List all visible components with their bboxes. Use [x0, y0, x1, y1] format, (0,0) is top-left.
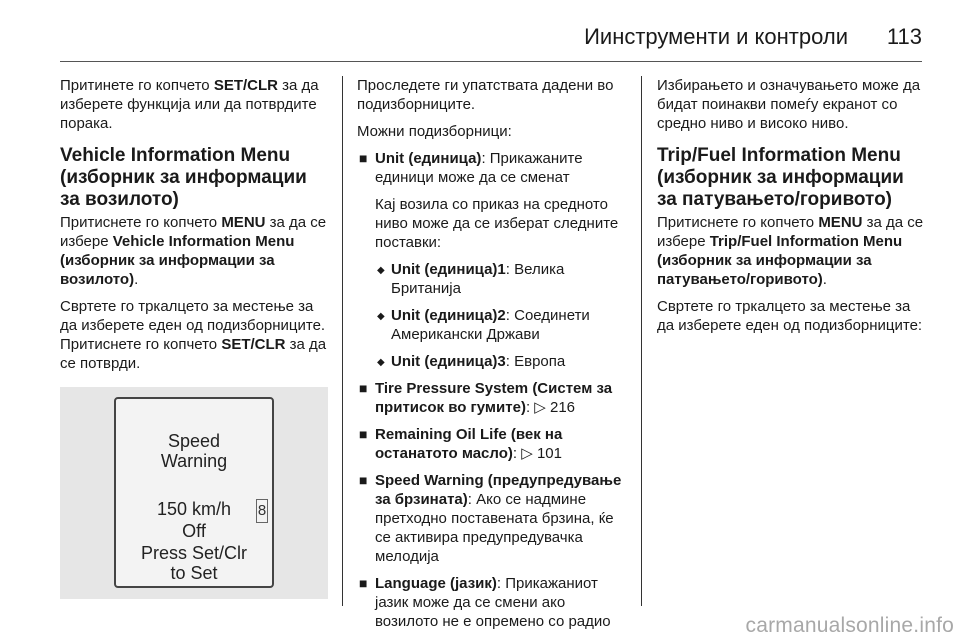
page-number: 113 — [886, 24, 922, 49]
square-bullet-icon: ■ — [359, 150, 368, 166]
column-2 — [357, 76, 629, 639]
trip-fuel-heading: Trip/Fuel Information Menu (изборник за информации за патувањето/горивото) — [657, 145, 904, 210]
diamond-bullet-icon: ◆ — [377, 265, 385, 276]
diamond-bullet-icon: ◆ — [377, 311, 385, 322]
paragraph-selection: Избирањето и означувањето може да бидат поинакви помеѓу екранот со средно ниво и високо ниво. — [657, 77, 921, 132]
page-reference-link[interactable]: 101 — [536, 445, 562, 462]
column-1 — [60, 76, 328, 599]
paragraph-set-clr: Притинете го копчето SET/CLR за да изберете функција или да потврдите порака. — [60, 77, 319, 132]
unit-paragraph: Кај возила со приказ на средното ниво може да се изберат следните поставки: — [375, 196, 619, 251]
paragraph-wheel: Свртете го тркалцето за местење за да изберете еден од подизборниците. Притиснете го копчето SET/CLR за да се потврди. — [60, 298, 327, 372]
display-status: Off — [182, 521, 206, 541]
list-item-language: ■ Language (јазик): Прикажаниот јазик може да се смени ако возилото не е опремено со радио — [359, 575, 611, 630]
watermark: carmanualsonline.info — [745, 614, 954, 637]
speed-warning-figure — [60, 387, 328, 599]
paragraph-intro: Проследете ги упатствата дадени во подизборниците. — [357, 77, 614, 113]
display-title: Speed Warning — [160, 431, 228, 471]
column-divider-1 — [342, 76, 343, 606]
paragraph-possible: Можни подизборници: — [357, 123, 512, 140]
list-item-speed-warning: ■ Speed Warning (предупредување за брзината): Ако се надмине претходно поставената брзина, ќе се активира предупредувачка мелодија — [359, 472, 622, 565]
display-instruction: Press Set/Clr to Set — [140, 543, 248, 583]
page-reference-icon: ▷ — [521, 445, 537, 462]
square-bullet-icon: ■ — [359, 426, 368, 442]
list-item-unit: ■ Unit (единица): Прикажаните единици може да се сменат — [359, 150, 583, 186]
vehicle-info-heading: Vehicle Information Menu (изборник за информации за возилото) — [60, 145, 307, 210]
page-reference-link[interactable]: 216 — [549, 399, 576, 416]
page-reference-icon: ▷ — [534, 399, 550, 416]
paragraph-menu: Притиснете го копчето MENU за да се избере Vehicle Information Menu (изборник за информации за возилото). — [60, 214, 327, 288]
list-item-unit2: ◆ Unit (единица)2: Соединети Американски Држави — [377, 307, 590, 343]
paragraph-wheel-trip: Свртете го тркалцето за местење за да изберете еден од подизборниците: — [657, 298, 923, 334]
list-item-unit1: ◆ Unit (единица)1: Велика Британија — [377, 261, 565, 297]
set-clr-term: SET/CLR — [213, 77, 278, 94]
header-title: Иинструменти и контроли — [584, 24, 848, 49]
display-speed: 150 km/h — [156, 499, 232, 519]
list-item-unit3: ◆ Unit (единица)3: Европа — [377, 353, 566, 370]
column-3 — [657, 76, 927, 343]
square-bullet-icon: ■ — [359, 472, 368, 488]
diamond-bullet-icon: ◆ — [377, 357, 385, 368]
list-item-oil-life: ■ Remaining Oil Life (век на останатото масло): ▷ 101 — [359, 426, 563, 462]
column-divider-2 — [641, 76, 642, 606]
page-header — [60, 14, 922, 62]
list-item-tire-pressure: ■ Tire Pressure System (Систем за притисок во гумите): ▷ 216 — [359, 380, 613, 416]
paragraph-menu-trip: Притиснете го копчето MENU за да се избере Trip/Fuel Information Menu (изборник за информации за патувањето/горивото). — [657, 214, 924, 288]
unit-sublist — [375, 260, 629, 371]
figure-number: 8 — [256, 499, 268, 523]
display-screen — [114, 397, 274, 588]
square-bullet-icon: ■ — [359, 380, 368, 396]
square-bullet-icon: ■ — [359, 575, 368, 591]
